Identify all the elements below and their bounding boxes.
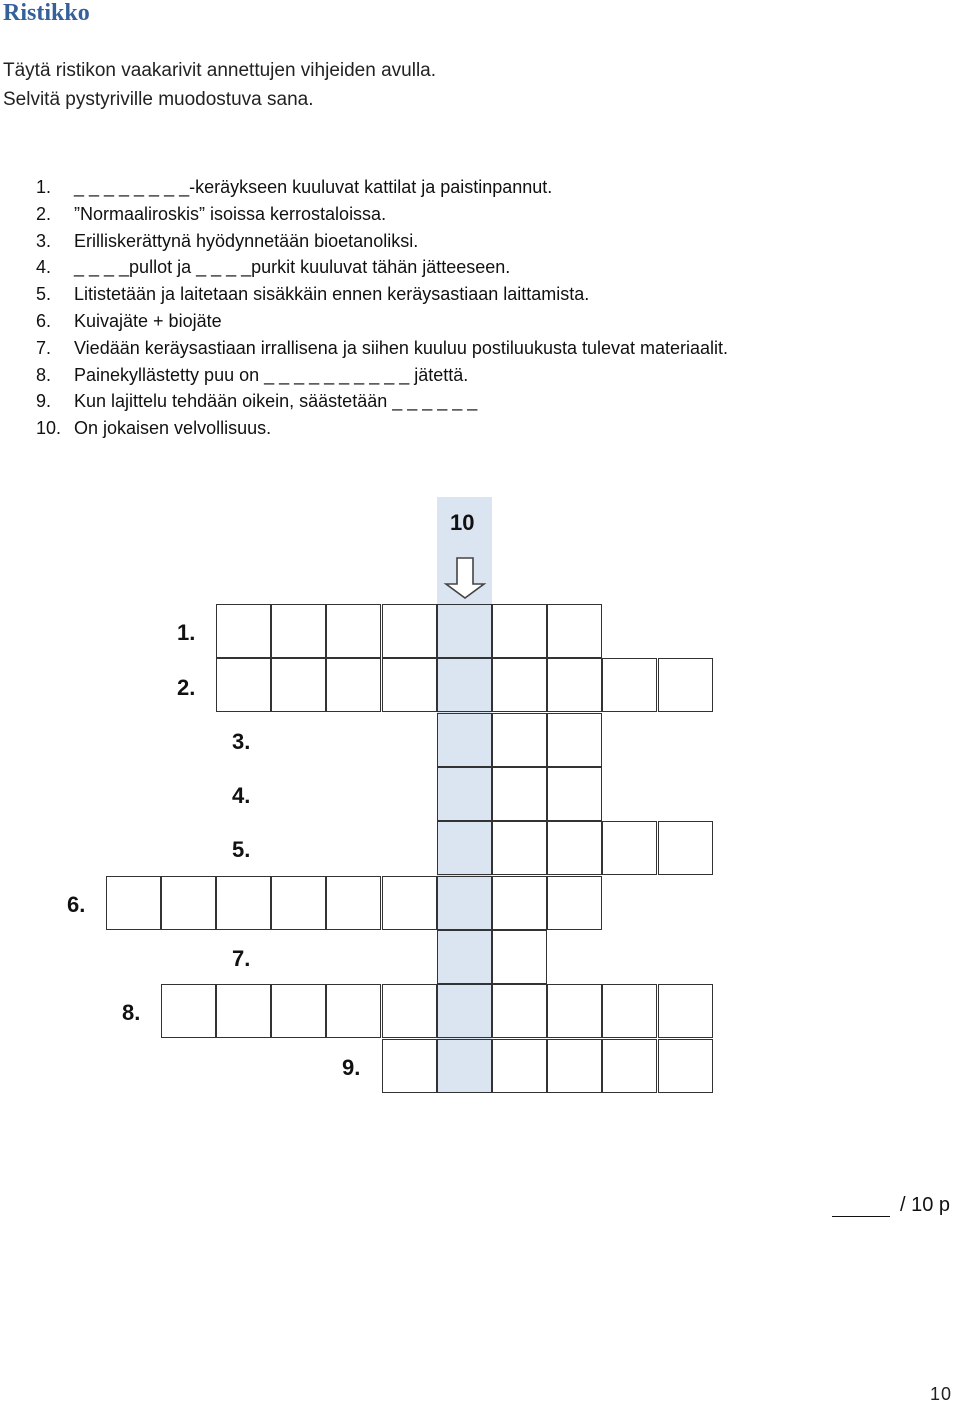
- clue-text: On jokaisen velvollisuus.: [74, 418, 272, 439]
- grid-cell[interactable]: [492, 713, 547, 767]
- grid-cell[interactable]: [326, 876, 381, 930]
- grid-cell[interactable]: [216, 984, 271, 1038]
- grid-cell[interactable]: [492, 984, 547, 1038]
- grid-cell[interactable]: [658, 984, 713, 1038]
- clue-text: Erilliskerättynä hyödynnetään bioetanoliksi.: [74, 230, 419, 251]
- grid-cell[interactable]: [271, 876, 326, 930]
- row-label-9: 9.: [342, 1055, 361, 1080]
- grid-cell[interactable]: [271, 604, 326, 658]
- down-arrow-icon: [443, 556, 487, 600]
- grid-cell[interactable]: [492, 821, 547, 875]
- page-title: Ristikko: [3, 0, 90, 26]
- grid-cell[interactable]: [658, 658, 713, 712]
- grid-cell[interactable]: [437, 984, 492, 1038]
- page-number: 10: [930, 1384, 953, 1404]
- grid-cell[interactable]: [602, 1039, 657, 1093]
- clue-text: Viedään keräysastiaan irrallisena ja siihen kuuluu postiluukusta tulevat materiaalit.: [74, 337, 729, 358]
- clue-number: 6.: [36, 310, 52, 331]
- grid-cell[interactable]: [271, 984, 326, 1038]
- clue-text: ”Normaaliroskis” isoissa kerrostaloissa.: [74, 203, 387, 224]
- row-label-5: 5.: [232, 837, 251, 862]
- clue-text: Kun lajittelu tehdään oikein, säästetään _ _ _ _ _ _: [74, 391, 478, 412]
- clue-text: Kuivajäte + biojäte: [74, 310, 222, 331]
- grid-cell[interactable]: [437, 713, 492, 767]
- grid-cell[interactable]: [382, 658, 437, 712]
- clue-number: 2.: [36, 203, 52, 224]
- grid-cell[interactable]: [547, 876, 602, 930]
- grid-cell[interactable]: [492, 930, 547, 984]
- grid-cell[interactable]: [658, 1039, 713, 1093]
- grid-cell[interactable]: [106, 876, 161, 930]
- row-label-1: 1.: [177, 620, 196, 645]
- grid-cell[interactable]: [216, 876, 271, 930]
- row-label-2: 2.: [177, 675, 196, 700]
- clue-number: 5.: [36, 284, 52, 305]
- solution-column-number: 10: [450, 510, 475, 535]
- grid-cell[interactable]: [547, 658, 602, 712]
- instruction-line-2: Selvitä pystyriville muodostuva sana.: [3, 89, 314, 110]
- grid-cell[interactable]: [326, 658, 381, 712]
- grid-cell[interactable]: [492, 876, 547, 930]
- clue-number: 1.: [36, 177, 52, 197]
- grid-cell[interactable]: [382, 604, 437, 658]
- grid-cell[interactable]: [326, 604, 381, 658]
- row-label-6: 6.: [67, 892, 86, 917]
- instruction-line-1: Täytä ristikon vaakarivit annettujen vihjeiden avulla.: [3, 60, 437, 81]
- grid-cell[interactable]: [492, 658, 547, 712]
- clue-number: 8.: [36, 364, 52, 385]
- grid-cell[interactable]: [547, 1039, 602, 1093]
- score-blank[interactable]: [832, 1196, 890, 1217]
- clue-number: 3.: [36, 230, 52, 251]
- clue-number: 9.: [36, 391, 52, 412]
- grid-cell[interactable]: [547, 604, 602, 658]
- clue-text: _ _ _ _pullot ja _ _ _ _purkit kuuluvat tähän jätteeseen.: [74, 257, 511, 278]
- grid-cell[interactable]: [382, 876, 437, 930]
- grid-cell[interactable]: [602, 821, 657, 875]
- grid-cell[interactable]: [161, 984, 216, 1038]
- grid-cell[interactable]: [547, 821, 602, 875]
- score-max: / 10 p: [900, 1194, 951, 1216]
- grid-cell[interactable]: [437, 821, 492, 875]
- grid-cell[interactable]: [658, 821, 713, 875]
- row-label-3: 3.: [232, 729, 251, 754]
- grid-cell[interactable]: [326, 984, 381, 1038]
- clue-number: 7.: [36, 337, 52, 358]
- clue-number: 10.: [36, 418, 62, 439]
- grid-cell[interactable]: [547, 713, 602, 767]
- grid-cell[interactable]: [602, 984, 657, 1038]
- clue-number: 4.: [36, 257, 52, 278]
- grid-cell[interactable]: [382, 1039, 437, 1093]
- grid-cell[interactable]: [437, 1039, 492, 1093]
- grid-cell[interactable]: [602, 658, 657, 712]
- grid-cell[interactable]: [547, 984, 602, 1038]
- row-label-4: 4.: [232, 783, 251, 808]
- grid-cell[interactable]: [492, 1039, 547, 1093]
- grid-cell[interactable]: [437, 767, 492, 821]
- grid-cell[interactable]: [437, 876, 492, 930]
- clue-text: _ _ _ _ _ _ _ _-keräykseen kuuluvat kattilat ja paistinpannut.: [74, 177, 553, 197]
- grid-cell[interactable]: [437, 658, 492, 712]
- grid-cell[interactable]: [492, 767, 547, 821]
- grid-cell[interactable]: [547, 767, 602, 821]
- grid-cell[interactable]: [437, 930, 492, 984]
- row-label-8: 8.: [122, 1000, 141, 1025]
- grid-cell[interactable]: [271, 658, 326, 712]
- clue-text: Painekyllästetty puu on _ _ _ _ _ _ _ _ _ _ jätettä.: [74, 364, 469, 385]
- grid-cell[interactable]: [382, 984, 437, 1038]
- grid-cell[interactable]: [492, 604, 547, 658]
- grid-cell[interactable]: [216, 604, 271, 658]
- grid-cell[interactable]: [216, 658, 271, 712]
- row-label-7: 7.: [232, 946, 251, 971]
- score-box: [832, 1194, 950, 1217]
- grid-cell[interactable]: [161, 876, 216, 930]
- grid-cell[interactable]: [437, 604, 492, 658]
- clue-text: Litistetään ja laitetaan sisäkkäin ennen keräysastiaan laittamista.: [74, 284, 590, 305]
